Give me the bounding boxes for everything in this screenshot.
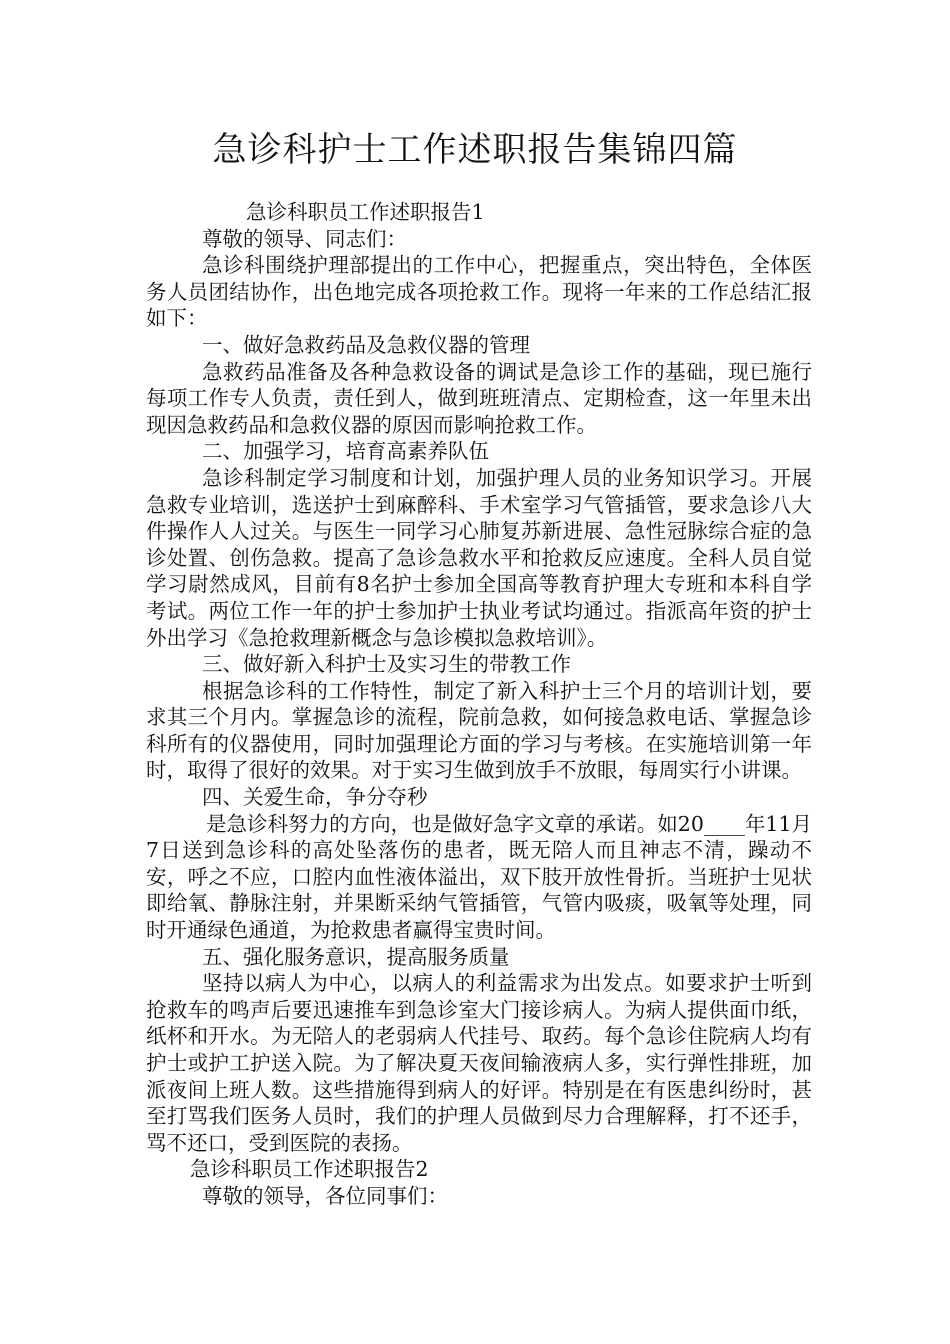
report1-greeting: 尊敬的领导、同志们：: [202, 226, 407, 251]
section2-title: 二、加强学习，培育高素养队伍: [202, 439, 489, 464]
section1-title: 一、做好急救药品及急救仪器的管理: [202, 332, 530, 357]
section3-paragraph: 根据急诊科的工作特性，制定了新入科护士三个月的培训计划，要求其三个月内。掌握急诊的流程，院前急救，如何接急救电话、掌握急诊科所有的仪器使用，同时加强理论方面的学习与考核。在实施培训第一年时，取得了很好的效果。对于实习生做到放手不放眼，每周实行小讲课。: [146, 678, 812, 783]
report1-intro-paragraph: 急诊科围绕护理部提出的工作中心，把握重点，突出特色，全体医务人员团结协作，出色地完成各项抢救工作。现将一年来的工作总结汇报如下：: [146, 253, 812, 331]
report1-heading: 急诊科职员工作述职报告1: [246, 200, 485, 224]
document-title: 急诊科护士工作述职报告集锦四篇: [212, 130, 738, 170]
report2-heading: 急诊科职员工作述职报告2: [190, 1157, 429, 1182]
report2-greeting: 尊敬的领导，各位同事们：: [202, 1183, 448, 1208]
section1-paragraph: 急救药品准备及各种急救设备的调试是急诊工作的基础，现已施行每项工作专人负责，责任到人，做到班班清点、定期检查，这一年里未出现因急救药品和急救仪器的原因而影响抢救工作。: [146, 359, 812, 437]
section4-paragraph: 是急诊科努力的方向，也是做好急字文章的承诺。如20____年11月7日送到急诊科的高处坠落伤的患者，既无陪人而且神志不清，躁动不安，呼之不应，口腔内血性液体溢出，双下肢开放性骨折。当班护士见状即给氧、静脉注射，并果断采纳气管插管，气管内吸痰，吸氧等处理，同时开通绿色通道，为抢救患者赢得宝贵时间。: [146, 811, 812, 943]
section3-title: 三、做好新入科护士及实习生的带教工作: [202, 652, 571, 677]
section4-title: 四、关爱生命，争分夺秒: [202, 785, 428, 810]
section2-paragraph: 急诊科制定学习制度和计划，加强护理人员的业务知识学习。开展急救专业培训，选送护士到麻醉科、手术室学习气管插管，要求急诊八大件操作人人过关。与医生一同学习心肺复苏新进展、急性冠脉综合症的急诊处置、创伤急救。提高了急诊急救水平和抢救反应速度。全科人员自觉学习尉然成风，目前有8名护士参加全国高等教育护理大专班和本科自学考试。两位工作一年的护士参加护士执业考试均通过。指派高年资的护士外出学习《急抢救理新概念与急诊模拟急救培训》。: [146, 465, 812, 650]
section5-paragraph: 坚持以病人为中心，以病人的利益需求为出发点。如要求护士听到抢救车的鸣声后要迅速推车到急诊室大门接诊病人。为病人提供面巾纸，纸杯和开水。为无陪人的老弱病人代挂号、取药。每个急诊住院病人均有护士或护工护送入院。为了解决夏天夜间输液病人多，实行弹性排班，加派夜间上班人数。这些措施得到病人的好评。特别是在有医患纠纷时，甚至打骂我们医务人员时，我们的护理人员做到尽力合理解释，打不还手，骂不还口，受到医院的表扬。: [146, 971, 812, 1155]
document-body: [146, 199, 812, 1210]
section5-title: 五、强化服务意识，提高服务质量: [202, 944, 510, 969]
